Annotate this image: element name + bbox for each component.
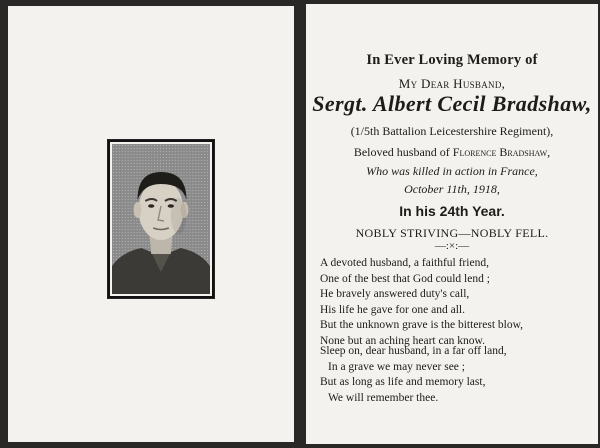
motto-line: NOBLY STRIVING—NOBLY FELL. bbox=[355, 226, 549, 240]
left-card bbox=[8, 6, 294, 442]
verse-line: In a grave we may never see ; bbox=[328, 360, 465, 373]
verse-line: None but an aching heart can know. bbox=[320, 334, 485, 347]
memorial-heading: In Ever Loving Memory of bbox=[366, 52, 538, 68]
dear-husband-line: My Dear Husband, bbox=[398, 76, 506, 91]
verse-line: But the unknown grave is the bitterest blow, bbox=[320, 319, 524, 332]
verse-line: One of the best that God could lend ; bbox=[320, 272, 490, 285]
portrait-photo bbox=[110, 142, 212, 296]
beloved-prefix: Beloved husband of bbox=[353, 145, 453, 159]
wife-name: Florence Bradshaw, bbox=[452, 145, 551, 159]
portrait-image bbox=[112, 144, 210, 294]
age-line: In his 24th Year. bbox=[399, 203, 505, 219]
verse-2 bbox=[320, 344, 507, 406]
deceased-name: Sergt. Albert Cecil Bradshaw, bbox=[312, 91, 592, 116]
verse-line: He bravely answered duty's call, bbox=[320, 288, 470, 301]
verse-line: Sleep on, dear husband, in a far off land, bbox=[320, 345, 507, 357]
verse-line: But as long as life and memory last, bbox=[320, 376, 486, 389]
ornament-divider: —:×:— bbox=[434, 240, 470, 252]
beloved-line bbox=[306, 145, 598, 160]
verse-line: A devoted husband, a faithful friend, bbox=[320, 257, 489, 269]
killed-line: Who was killed in action in France, bbox=[366, 164, 538, 178]
right-card bbox=[306, 4, 598, 444]
verse-1 bbox=[320, 256, 523, 350]
verse-line: We will remember thee. bbox=[328, 391, 439, 404]
battalion-line: (1/5th Battalion Leicestershire Regiment), bbox=[350, 124, 554, 138]
photo-frame bbox=[108, 140, 214, 298]
death-date: October 11th, 1918, bbox=[404, 182, 500, 196]
verse-line: His life he gave for one and all. bbox=[320, 303, 465, 316]
